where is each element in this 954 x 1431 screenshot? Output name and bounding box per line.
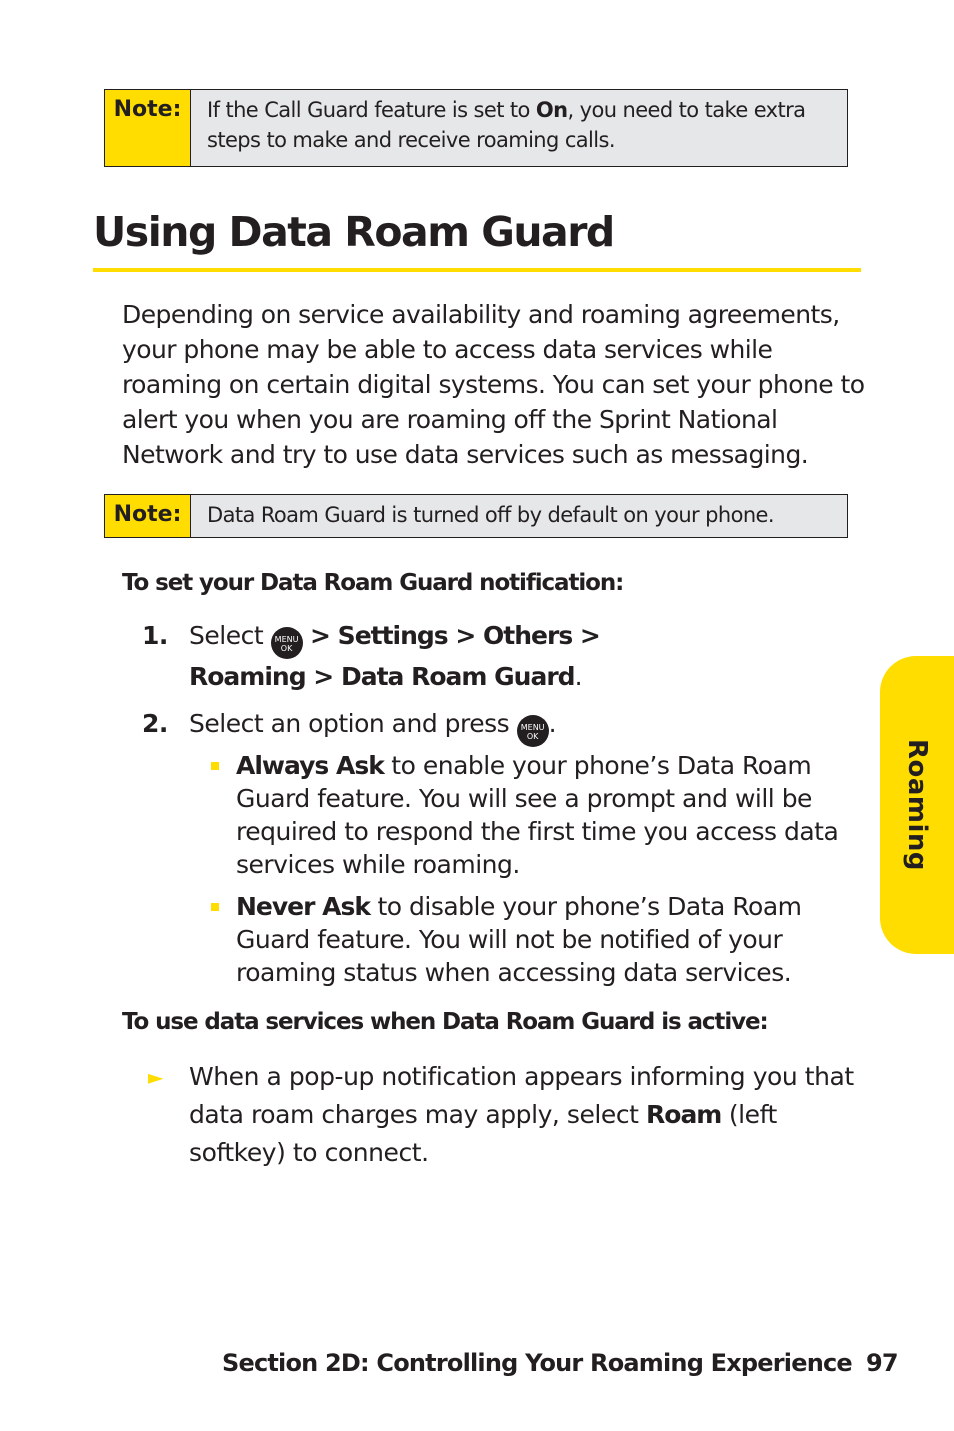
step-body bbox=[189, 618, 709, 695]
instruction-part: When a pop-up notification appears informing you that data roam charges may apply, select bbox=[189, 1062, 854, 1129]
step-text: Select bbox=[189, 621, 271, 650]
note-box-call-guard bbox=[104, 89, 848, 167]
triangle-right-icon: ► bbox=[148, 1065, 163, 1089]
menu-path: > Settings > Others > Roaming > Data Roam Guard bbox=[189, 621, 600, 691]
step-text: . bbox=[574, 662, 583, 691]
subheading-use-data-services: To use data services when Data Roam Guard is active: bbox=[122, 1009, 768, 1035]
note-text bbox=[191, 90, 847, 166]
intro-paragraph: Depending on service availability and roaming agreements, your phone may be able to access data services while roaming on certain digital systems. You can set your phone to alert you when you are roaming off the Sprint National Network and try to use data services such as messaging. bbox=[122, 300, 865, 469]
note-box-default-off bbox=[104, 494, 848, 538]
menu-ok-icon bbox=[517, 715, 549, 747]
note-text: Data Roam Guard is turned off by default on your phone. bbox=[207, 503, 774, 527]
step-number: 2. bbox=[142, 709, 168, 738]
note-text-part: , you need to take extra steps to make and receive roaming calls. bbox=[207, 98, 806, 152]
step-text: . bbox=[548, 709, 557, 738]
option-text bbox=[236, 890, 852, 989]
instruction-part: (left softkey) to connect. bbox=[189, 1100, 777, 1167]
note-label: Note: bbox=[105, 90, 191, 166]
note-text-part: If the Call Guard feature is set to bbox=[207, 98, 536, 122]
option-name: Always Ask bbox=[236, 751, 384, 780]
softkey-name: Roam bbox=[646, 1100, 722, 1129]
step-body bbox=[189, 706, 749, 747]
step-text: Select an option and press bbox=[189, 709, 517, 738]
section-side-tab bbox=[880, 656, 954, 954]
step-number: 1. bbox=[142, 621, 168, 650]
menu-icon-label: MENU bbox=[520, 723, 545, 732]
side-tab-label: Roaming bbox=[902, 738, 932, 872]
ok-icon-label: OK bbox=[280, 644, 293, 653]
note-label: Note: bbox=[105, 495, 191, 537]
square-bullet-icon bbox=[211, 762, 219, 770]
subheading-set-notification: To set your Data Roam Guard notification: bbox=[122, 570, 624, 596]
note-text-bold: On bbox=[535, 98, 568, 122]
option-always-ask bbox=[212, 749, 852, 881]
title-underline bbox=[93, 268, 861, 272]
menu-icon-label: MENU bbox=[274, 635, 299, 644]
page-number: 97 bbox=[866, 1349, 898, 1377]
instruction-text bbox=[189, 1058, 858, 1172]
instruction-popup bbox=[148, 1058, 858, 1172]
menu-ok-icon bbox=[271, 627, 303, 659]
footer-section-title: Section 2D: Controlling Your Roaming Experience bbox=[222, 1349, 852, 1377]
option-desc: to enable your phone’s Data Roam Guard feature. You will see a prompt and will be required to respond the first time you access data services while roaming. bbox=[236, 751, 839, 879]
page-title: Using Data Roam Guard bbox=[93, 208, 614, 256]
square-bullet-icon bbox=[211, 903, 219, 911]
option-never-ask bbox=[212, 890, 852, 989]
option-desc: to disable your phone’s Data Roam Guard feature. You will not be notified of your roaming status when accessing data services. bbox=[236, 892, 802, 987]
option-text bbox=[236, 749, 852, 881]
option-name: Never Ask bbox=[236, 892, 371, 921]
ok-icon-label: OK bbox=[526, 732, 539, 741]
